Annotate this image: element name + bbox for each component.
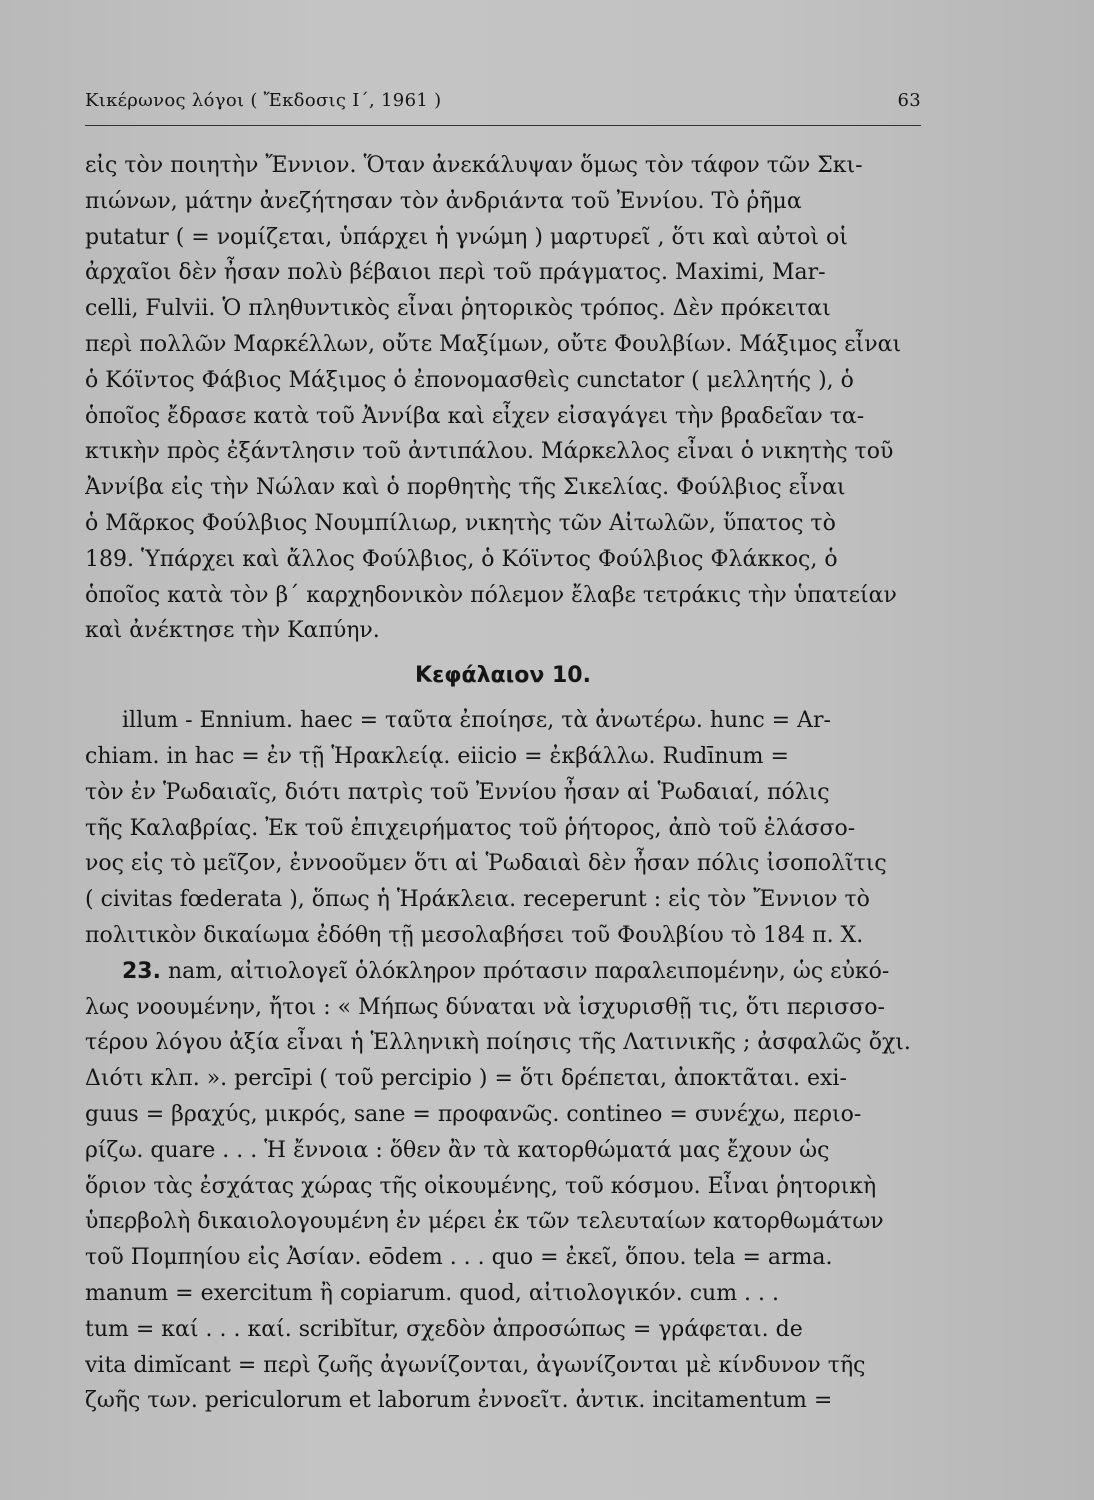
text-line: ἀρχαῖοι δὲν ἦσαν πολὺ βέβαιοι περὶ τοῦ πράγματος. Maximi, Mar-: [85, 260, 826, 286]
running-header: [85, 90, 921, 120]
text-line: ὁποῖος κατὰ τὸν β΄ καρχηδονικὸν πόλεμον ἔλαβε τετράκις τὴν ὑπατείαν: [85, 582, 897, 608]
text-line: manum = exercitum ἢ copiarum. quod, αἰτιολογικόν. cum . . .: [85, 1280, 780, 1306]
text-line: τὸν ἐν Ῥωδαιαῖς, διότι πατρὶς τοῦ Ἐννίου ἦσαν αἱ Ῥωδαιαί, πόλις: [85, 779, 830, 805]
text-line: κτικὴν πρὸς ἐξάντλησιν τοῦ ἀντιπάλου. Μάρκελλος εἶναι ὁ νικητὴς τοῦ: [85, 439, 894, 465]
text-line: ὁ Μᾶρκος Φούλβιος Νουμπίλιωρ, νικητὴς τῶν Αἰτωλῶν, ὕπατος τὸ: [85, 510, 836, 536]
text-line: illum - Ennium. haec = ταῦτα ἐποίησε, τὰ ἀνωτέρω. hunc = Ar-: [122, 708, 831, 734]
text-line: ( civitas fœderata ), ὅπως ἡ Ἡράκλεια. receperunt : εἰς τὸν Ἔννιον τὸ: [85, 887, 870, 913]
text-line: chiam. in hac = ἐν τῇ Ἡρακλείᾳ. eiicio = ἐκβάλλω. Rudīnum =: [85, 743, 789, 769]
text-line: tum = καί . . . καί. scribĭtur, σχεδὸν ἀπροσώπως = γράφεται. de: [85, 1316, 803, 1342]
section-3: [85, 954, 921, 1419]
text-line: τοῦ Πομπηίου εἰς Ἀσίαν. eōdem . . . quo = ἐκεῖ, ὅπου. tela = arma.: [85, 1245, 833, 1271]
text-line: νος εἰς τὸ μεῖζον, ἐννοοῦμεν ὅτι αἱ Ῥωδαιαὶ δὲν ἦσαν πόλις ἰσοπολῖτις: [85, 851, 887, 877]
text-line: ρίζω. quare . . . Ἡ ἔννοια : ὅθεν ἂν τὰ κατορθώματά μας ἔχουν ὡς: [85, 1137, 830, 1163]
first-line-text: nam, αἰτιολογεῖ ὁλόκληρον πρότασιν παραλειπομένην, ὡς εὐκό-: [167, 958, 890, 984]
chapter-heading: Κεφάλαιον 10.: [415, 663, 591, 689]
section-1: [85, 148, 921, 649]
text-line: [85, 954, 921, 990]
text-line: ὑπερβολὴ δικαιολογουμένη ἐν μέρει ἐκ τῶν τελευταίων κατορθωμάτων: [85, 1209, 884, 1235]
text-line: εἰς τὸν ποιητὴν Ἔννιον. Ὅταν ἀνεκάλυψαν ὅμως τὸν τάφον τῶν Σκι-: [85, 153, 863, 178]
text-line: ὁ Κόϊντος Φάβιος Μάξιμος ὁ ἐπονομασθεὶς cunctator ( μελλητής ), ὁ: [85, 367, 854, 393]
section-2: [85, 703, 921, 954]
text-line: ζωῆς των. periculorum et laborum ἐννοεῖτ. ἀντικ. incitamentum =: [85, 1388, 833, 1414]
text-line: 189. Ὑπάρχει καὶ ἄλλος Φούλβιος, ὁ Κόϊντος Φούλβιος Φλάκκος, ὁ: [85, 546, 838, 572]
header-title: Κικέρωνος λόγοι ( Ἔκδοσις Ι΄, 1961 ): [85, 90, 442, 111]
text-line: vita dimĭcant = περὶ ζωῆς ἀγωνίζονται, ἀγωνίζονται μὲ κίνδυνον τῆς: [85, 1352, 866, 1378]
text-line: περὶ πολλῶν Μαρκέλλων, οὔτε Μαξίμων, οὔτε Φουλβίων. Μάξιμος εἶναι: [85, 331, 902, 357]
text-line: πιώνων, μάτην ἀνεζήτησαν τὸν ἀνδριάντα τοῦ Ἐννίου. Τὸ ῥῆμα: [85, 188, 802, 214]
page-number: 63: [897, 90, 921, 111]
text-line: Διότι κλπ. ». percīpi ( τοῦ percipio ) = ὅτι δρέπεται, ἀποκτᾶται. exi-: [85, 1066, 847, 1092]
paragraph-number: 23.: [122, 958, 161, 984]
text-line: λως νοουμένην, ἤτοι : « Μήπως δύναται νὰ ἰσχυρισθῇ τις, ὅτι περισσο-: [85, 994, 885, 1020]
text-line: ὁποῖος ἔδρασε κατὰ τοῦ Ἀννίβα καὶ εἶχεν εἰσαγάγει τὴν βραδεῖαν τα-: [85, 403, 865, 429]
text-line: πολιτικὸν δικαίωμα ἐδόθη τῇ μεσολαβήσει τοῦ Φουλβίου τὸ 184 π. Χ.: [85, 922, 864, 948]
header-rule: [85, 125, 921, 126]
text-line: τέρου λόγου ἀξία εἶναι ἡ Ἑλληνικὴ ποίησις τῆς Λατινικῆς ; ἀσφαλῶς ὄχι.: [85, 1030, 911, 1056]
text-line: Ἀννίβα εἰς τὴν Νώλαν καὶ ὁ πορθητὴς τῆς Σικελίας. Φούλβιος εἶναι: [85, 475, 846, 501]
text-line: καὶ ἀνέκτησε τὴν Καπύην.: [85, 618, 380, 644]
text-line: guus = βραχύς, μικρός, sane = προφανῶς. contineo = συνέχω, περιο-: [85, 1101, 862, 1127]
text-line: putatur ( = νομίζεται, ὑπάρχει ἡ γνώμη ) μαρτυρεῖ , ὅτι καὶ αὐτοὶ οἱ: [85, 224, 848, 250]
text-line: ὅριον τὰς ἐσχάτας χώρας τῆς οἰκουμένης, τοῦ κόσμου. Εἶναι ῥητορικὴ: [85, 1173, 877, 1199]
text-line: celli, Fulvii. Ὁ πληθυντικὸς εἶναι ῥητορικὸς τρόπος. Δὲν πρόκειται: [85, 296, 831, 322]
page-body: [85, 148, 921, 1419]
text-line: τῆς Καλαβρίας. Ἐκ τοῦ ἐπιχειρήματος τοῦ ῥήτορος, ἀπὸ τοῦ ἐλάσσο-: [85, 815, 856, 841]
